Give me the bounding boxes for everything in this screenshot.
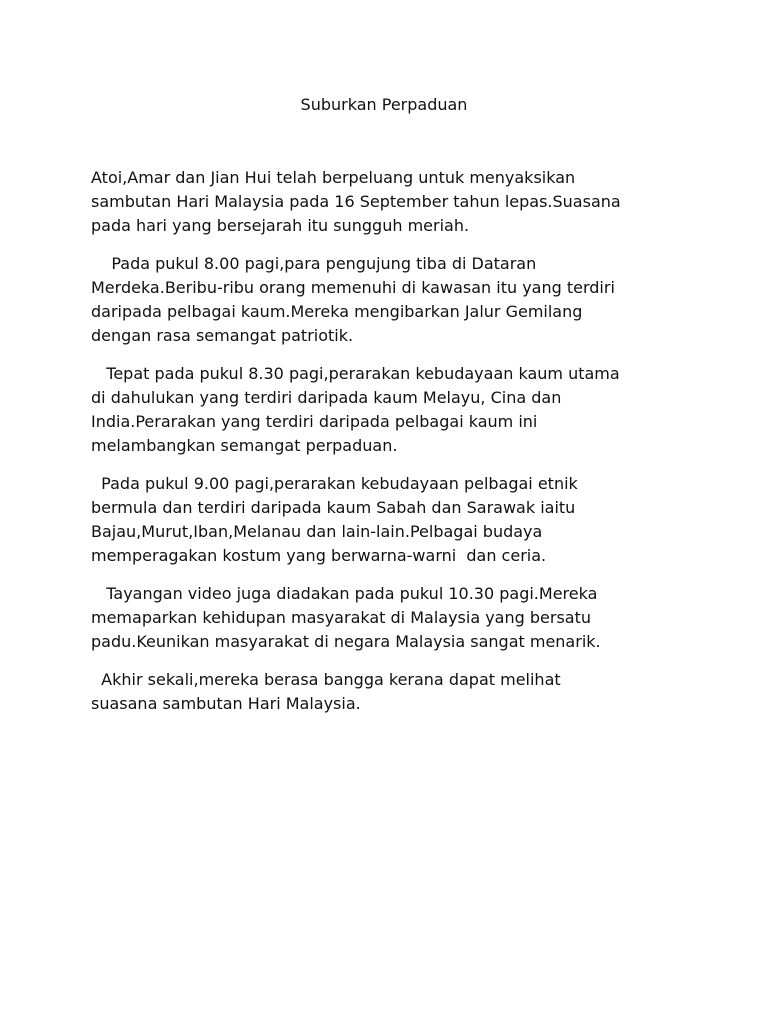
paragraph-video (91, 582, 691, 654)
paragraph-ethnic-parade (91, 472, 691, 568)
text-line: Akhir sekali,mereka berasa bangga kerana dapat melihat (91, 670, 561, 689)
text-line: memaparkan kehidupan masyarakat di Malaysia yang bersatu (91, 608, 591, 627)
text-line: Merdeka.Beribu-ribu orang memenuhi di kawasan itu yang terdiri (91, 278, 615, 297)
text-line: di dahulukan yang terdiri daripada kaum Melayu, Cina dan (91, 388, 562, 407)
paragraph-conclusion (91, 668, 691, 716)
text-line: Pada pukul 8.00 pagi,para pengujung tiba di Dataran (91, 254, 537, 273)
paragraph-main-parade (91, 362, 691, 458)
text-line: dengan rasa semangat patriotik. (91, 326, 354, 345)
text-line: daripada pelbagai kaum.Mereka mengibarkan Jalur Gemilang (91, 302, 583, 321)
text-line: Tepat pada pukul 8.30 pagi,perarakan kebudayaan kaum utama (91, 364, 620, 383)
text-line: suasana sambutan Hari Malaysia. (91, 694, 361, 713)
paragraph-intro (91, 166, 691, 238)
text-line: Pada pukul 9.00 pagi,perarakan kebudayaan pelbagai etnik (91, 474, 578, 493)
text-line: bermula dan terdiri daripada kaum Sabah dan Sarawak iaitu (91, 498, 576, 517)
paragraph-arrival (91, 252, 691, 348)
text-line: India.Perarakan yang terdiri daripada pelbagai kaum ini (91, 412, 538, 431)
text-line: melambangkan semangat perpaduan. (91, 436, 398, 455)
text-line: sambutan Hari Malaysia pada 16 September tahun lepas.Suasana (91, 192, 621, 211)
text-line: Atoi,Amar dan Jian Hui telah berpeluang untuk menyaksikan (91, 168, 576, 187)
text-line: memperagakan kostum yang berwarna-warni dan ceria. (91, 546, 547, 565)
text-line: padu.Keunikan masyarakat di negara Malaysia sangat menarik. (91, 632, 601, 651)
text-line: pada hari yang bersejarah itu sungguh meriah. (91, 216, 470, 235)
text-line: Tayangan video juga diadakan pada pukul 10.30 pagi.Mereka (91, 584, 598, 603)
document-body (91, 166, 691, 730)
document-title: Suburkan Perpaduan (300, 95, 468, 114)
text-line: Bajau,Murut,Iban,Melanau dan lain-lain.Pelbagai budaya (91, 522, 543, 541)
